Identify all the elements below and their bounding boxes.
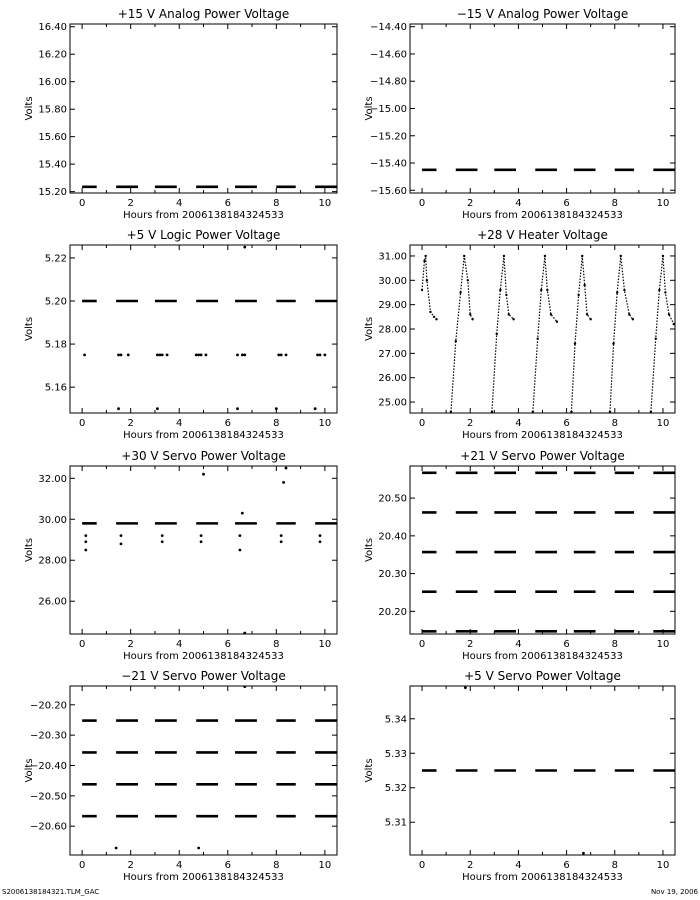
x-tick-label: 0 — [78, 860, 86, 871]
data-point — [236, 407, 239, 410]
footer-filename: S2006138184321.TLM_GAC — [2, 888, 100, 896]
data-point — [650, 411, 652, 413]
x-tick-label: 4 — [515, 418, 522, 429]
y-tick-label: −15.20 — [369, 131, 407, 143]
y-tick-label: −14.60 — [369, 49, 407, 61]
data-point — [512, 318, 514, 320]
data-point — [577, 294, 579, 296]
data-point — [544, 255, 546, 257]
y-axis-label: Volts — [364, 96, 375, 121]
data-point — [556, 320, 558, 322]
data-point — [161, 353, 164, 356]
data-point — [243, 353, 246, 356]
y-tick-label: 25.00 — [378, 397, 407, 409]
y-tick-label: 5.22 — [44, 253, 67, 265]
data-point — [471, 318, 473, 320]
plot-frame — [70, 686, 337, 855]
data-point — [280, 534, 283, 537]
data-point — [156, 353, 159, 356]
x-tick-label: 2 — [467, 418, 474, 429]
x-tick-label: 10 — [318, 198, 332, 209]
y-tick-label: 16.00 — [38, 77, 67, 89]
y-tick-label: 32.00 — [38, 473, 67, 485]
x-tick-label: 2 — [127, 198, 134, 209]
x-tick-label: 0 — [418, 639, 426, 650]
data-point — [499, 289, 501, 291]
chart-panel-2 — [364, 7, 675, 221]
x-tick-label: 4 — [515, 198, 522, 209]
data-line — [533, 256, 557, 412]
data-point — [280, 540, 283, 543]
x-tick-label: 6 — [224, 860, 231, 871]
x-tick-label: 4 — [515, 639, 522, 650]
data-line — [422, 256, 436, 319]
y-tick-label: 5.31 — [384, 817, 407, 829]
data-point — [550, 313, 552, 315]
y-axis-label: Volts — [364, 537, 375, 563]
y-tick-label: 5.32 — [384, 783, 407, 795]
data-point — [282, 481, 285, 484]
y-tick-label: 20.20 — [378, 606, 407, 618]
y-axis-label: Volts — [24, 96, 35, 121]
data-point — [616, 291, 618, 293]
data-point — [464, 686, 467, 689]
y-tick-label: −20.30 — [29, 730, 67, 742]
x-tick-label: 6 — [224, 198, 231, 209]
y-tick-label: −15.60 — [369, 185, 407, 197]
plot-frame — [410, 245, 675, 413]
data-line — [571, 256, 590, 412]
data-point — [205, 353, 208, 356]
y-tick-label: 29.00 — [378, 300, 407, 312]
data-point — [532, 411, 534, 413]
data-point — [664, 291, 666, 293]
data-point — [673, 323, 675, 325]
data-line — [651, 256, 674, 412]
y-tick-label: 26.00 — [378, 373, 407, 385]
x-axis-label: Hours from 2006138184324533 — [462, 651, 623, 662]
data-point — [239, 534, 242, 537]
x-tick-label: 8 — [273, 860, 280, 871]
x-axis-label: Hours from 2006138184324533 — [462, 210, 623, 221]
x-tick-label: 8 — [611, 860, 618, 871]
data-point — [589, 318, 591, 320]
data-point — [200, 353, 203, 356]
data-point — [120, 353, 123, 356]
data-point — [662, 255, 664, 257]
x-axis-label: Hours from 2006138184324533 — [123, 872, 284, 883]
x-axis-label: Hours from 2006138184324533 — [462, 872, 623, 883]
chart-panel-1 — [24, 7, 337, 221]
data-point — [463, 255, 465, 257]
chart-title: +21 V Servo Power Voltage — [460, 449, 625, 463]
data-point — [243, 632, 246, 635]
y-tick-label: −20.40 — [29, 760, 67, 772]
y-axis-label: Volts — [24, 316, 35, 342]
data-point — [540, 289, 542, 291]
data-point — [156, 407, 159, 410]
data-point — [491, 411, 493, 413]
data-point — [433, 316, 435, 318]
data-point — [668, 313, 670, 315]
data-point — [658, 289, 660, 291]
data-point — [455, 340, 457, 342]
data-point — [426, 279, 428, 281]
data-point — [583, 284, 585, 286]
x-tick-label: 10 — [656, 639, 670, 650]
chart-panel-5 — [24, 449, 337, 662]
x-tick-label: 8 — [611, 198, 618, 209]
data-point — [84, 549, 87, 552]
chart-title: −15 V Analog Power Voltage — [456, 7, 629, 21]
data-point — [319, 540, 322, 543]
y-tick-label: −14.40 — [369, 22, 407, 34]
data-point — [161, 534, 164, 537]
x-tick-label: 8 — [611, 639, 618, 650]
y-tick-label: 15.40 — [38, 159, 67, 171]
plot-frame — [70, 466, 337, 634]
x-tick-label: 10 — [656, 198, 670, 209]
data-point — [612, 342, 614, 344]
data-point — [197, 353, 200, 356]
data-point — [503, 255, 505, 257]
data-point — [581, 255, 583, 257]
x-tick-label: 4 — [176, 198, 183, 209]
data-point — [239, 549, 242, 552]
y-tick-label: −20.50 — [29, 791, 67, 803]
x-tick-label: 2 — [127, 860, 134, 871]
x-tick-label: 6 — [563, 418, 570, 429]
x-tick-label: 6 — [224, 418, 231, 429]
data-point — [195, 353, 198, 356]
x-tick-label: 8 — [273, 198, 280, 209]
data-area — [421, 255, 675, 413]
data-point — [285, 467, 288, 470]
data-point — [316, 353, 319, 356]
x-tick-label: 6 — [224, 639, 231, 650]
x-tick-label: 10 — [318, 418, 332, 429]
y-axis-label: Volts — [24, 758, 35, 783]
data-point — [586, 313, 588, 315]
chart-panel-7 — [24, 669, 337, 883]
data-point — [120, 542, 123, 545]
y-tick-label: 15.60 — [38, 132, 67, 144]
data-line — [451, 256, 473, 412]
data-point — [202, 473, 205, 476]
y-tick-label: 30.00 — [38, 514, 67, 526]
y-tick-label: 16.40 — [38, 22, 67, 34]
y-tick-label: 5.18 — [44, 339, 67, 351]
chart-title: +28 V Heater Voltage — [477, 228, 608, 242]
chart-title: +5 V Servo Power Voltage — [464, 669, 621, 683]
y-axis-label: Volts — [364, 758, 375, 783]
data-point — [243, 246, 246, 249]
y-axis-label: Volts — [364, 316, 375, 342]
data-point — [241, 512, 244, 515]
data-point — [655, 338, 657, 340]
y-tick-label: 16.20 — [38, 49, 67, 61]
data-point — [620, 255, 622, 257]
data-point — [450, 411, 452, 413]
data-point — [546, 289, 548, 291]
data-point — [424, 255, 426, 257]
x-axis-label: Hours from 2006138184324533 — [123, 430, 284, 441]
data-point — [83, 353, 86, 356]
x-tick-label: 2 — [127, 418, 134, 429]
y-tick-label: 20.50 — [378, 493, 407, 505]
y-tick-label: −15.00 — [369, 104, 407, 115]
data-point — [319, 353, 322, 356]
y-axis-label: Volts — [24, 537, 35, 563]
data-point — [158, 353, 161, 356]
y-tick-label: 5.20 — [44, 296, 67, 308]
data-point — [467, 279, 469, 281]
x-tick-label: 4 — [176, 418, 183, 429]
x-tick-label: 0 — [78, 418, 86, 429]
x-tick-label: 2 — [467, 639, 474, 650]
data-point — [117, 353, 120, 356]
data-point — [200, 534, 203, 537]
y-tick-label: −20.60 — [29, 821, 67, 833]
data-point — [435, 318, 437, 320]
chart-panel-6 — [364, 449, 675, 662]
data-point — [197, 847, 200, 850]
x-tick-label: 8 — [273, 418, 280, 429]
y-tick-label: 5.16 — [44, 382, 67, 394]
data-point — [505, 294, 507, 296]
data-area — [82, 685, 337, 849]
y-tick-label: 27.00 — [378, 348, 407, 360]
data-point — [459, 291, 461, 293]
data-point — [632, 318, 634, 320]
plot-frame — [410, 466, 675, 634]
x-tick-label: 10 — [318, 860, 332, 871]
data-point — [314, 407, 317, 410]
data-area — [422, 686, 675, 854]
y-tick-label: 20.40 — [378, 531, 407, 543]
data-point — [275, 407, 278, 410]
chart-panel-4 — [364, 228, 675, 441]
plot-frame — [70, 24, 337, 193]
y-tick-label: 5.34 — [384, 714, 407, 726]
data-point — [120, 534, 123, 537]
data-point — [508, 313, 510, 315]
x-tick-label: 10 — [656, 418, 670, 429]
y-tick-label: 26.00 — [38, 596, 67, 608]
data-point — [609, 411, 611, 413]
y-tick-label: 5.33 — [384, 748, 407, 760]
x-axis-label: Hours from 2006138184324533 — [462, 430, 623, 441]
data-point — [84, 540, 87, 543]
x-axis-label: Hours from 2006138184324533 — [123, 651, 284, 662]
y-tick-label: 31.00 — [378, 251, 407, 263]
x-tick-label: 8 — [273, 639, 280, 650]
x-tick-label: 4 — [176, 639, 183, 650]
x-tick-label: 4 — [515, 860, 522, 871]
data-point — [200, 540, 203, 543]
y-tick-label: −15.40 — [369, 158, 407, 170]
chart-title: +5 V Logic Power Voltage — [126, 228, 281, 242]
data-point — [469, 313, 471, 315]
x-tick-label: 0 — [78, 639, 86, 650]
chart-panel-3 — [24, 228, 337, 441]
y-tick-label: 28.00 — [378, 324, 407, 336]
x-tick-label: 0 — [78, 198, 86, 209]
data-point — [236, 353, 239, 356]
data-point — [285, 353, 288, 356]
data-point — [429, 311, 431, 313]
x-tick-label: 10 — [656, 860, 670, 871]
y-tick-label: −20.20 — [29, 700, 67, 712]
data-point — [117, 407, 120, 410]
y-tick-label: 15.80 — [38, 104, 67, 116]
data-point — [628, 313, 630, 315]
data-point — [623, 289, 625, 291]
data-point — [582, 852, 585, 855]
x-tick-label: 6 — [563, 198, 570, 209]
data-point — [277, 353, 280, 356]
data-point — [84, 534, 87, 537]
x-tick-label: 6 — [563, 639, 570, 650]
plot-frame — [410, 24, 675, 193]
data-point — [319, 534, 322, 537]
x-tick-label: 4 — [176, 860, 183, 871]
data-point — [536, 338, 538, 340]
x-tick-label: 6 — [563, 860, 570, 871]
plot-frame — [70, 245, 337, 413]
chart-panel-8 — [364, 669, 675, 883]
x-tick-label: 0 — [418, 198, 426, 209]
data-line — [492, 256, 514, 412]
chart-title: −21 V Servo Power Voltage — [121, 669, 286, 683]
y-tick-label: 20.30 — [378, 569, 407, 581]
x-tick-label: 2 — [127, 639, 134, 650]
x-tick-label: 2 — [467, 860, 474, 871]
data-point — [574, 342, 576, 344]
data-point — [166, 353, 169, 356]
footer-date: Nov 19, 2006 — [650, 888, 698, 896]
data-point — [127, 353, 130, 356]
x-tick-label: 0 — [418, 860, 426, 871]
y-tick-label: 15.20 — [38, 187, 67, 199]
data-area — [82, 246, 337, 410]
data-point — [115, 847, 118, 850]
data-point — [280, 353, 283, 356]
data-line — [610, 256, 633, 412]
x-tick-label: 8 — [611, 418, 618, 429]
chart-title: +30 V Servo Power Voltage — [121, 449, 286, 463]
data-area — [422, 473, 675, 632]
data-point — [570, 411, 572, 413]
data-point — [241, 353, 244, 356]
x-axis-label: Hours from 2006138184324533 — [123, 210, 284, 221]
x-tick-label: 2 — [467, 198, 474, 209]
data-area — [82, 467, 337, 635]
data-point — [323, 353, 326, 356]
y-tick-label: −14.80 — [369, 76, 407, 88]
data-point — [421, 289, 423, 291]
data-point — [496, 333, 498, 335]
chart-title: +15 V Analog Power Voltage — [117, 7, 290, 21]
x-tick-label: 0 — [418, 418, 426, 429]
y-tick-label: 30.00 — [378, 275, 407, 287]
x-tick-label: 10 — [318, 639, 332, 650]
data-point — [161, 540, 164, 543]
y-tick-label: 28.00 — [38, 555, 67, 567]
data-point — [423, 260, 425, 262]
